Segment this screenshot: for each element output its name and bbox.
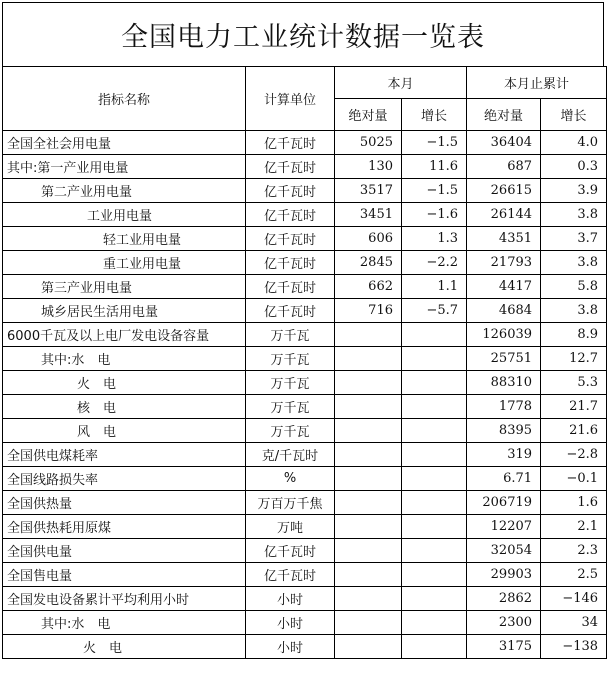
indicator-name-cell: 全国供电量 (3, 539, 246, 563)
month-absolute-cell (335, 371, 402, 395)
unit-cell: 亿千瓦时 (246, 299, 335, 323)
month-absolute-cell (335, 539, 402, 563)
table-row (3, 587, 607, 611)
table-row (3, 539, 607, 563)
unit-cell: 亿千瓦时 (246, 563, 335, 587)
cumulative-growth-cell: 3.8 (541, 299, 607, 323)
cumulative-growth-cell: 0.3 (541, 155, 607, 179)
month-header: 本月 (335, 67, 467, 99)
cumulative-absolute-cell: 687 (467, 155, 541, 179)
table-row (3, 395, 607, 419)
unit-cell: % (246, 467, 335, 491)
month-absolute-cell (335, 467, 402, 491)
cumulative-growth-cell: 3.8 (541, 251, 607, 275)
month-absolute-cell (335, 491, 402, 515)
month-absolute-cell: 5025 (335, 131, 402, 155)
indicator-name-cell: 全国全社会用电量 (3, 131, 246, 155)
table-row (3, 323, 607, 347)
cumulative-absolute-cell: 2300 (467, 611, 541, 635)
month-absolute-cell (335, 419, 402, 443)
month-absolute-cell: 130 (335, 155, 402, 179)
month-growth-cell (402, 347, 467, 371)
cumulative-absolute-cell: 25751 (467, 347, 541, 371)
unit-cell: 万千瓦 (246, 371, 335, 395)
month-absolute-header: 绝对量 (335, 99, 402, 131)
month-absolute-cell (335, 323, 402, 347)
cumulative-absolute-cell: 26144 (467, 203, 541, 227)
table-title: 全国电力工业统计数据一览表 (2, 2, 604, 66)
indicator-name-cell: 城乡居民生活用电量 (3, 299, 246, 323)
month-absolute-cell (335, 611, 402, 635)
indicator-name-cell: 工业用电量 (3, 203, 246, 227)
indicator-name-cell: 6000千瓦及以上电厂发电设备容量 (3, 323, 246, 347)
month-growth-cell: −2.2 (402, 251, 467, 275)
month-growth-cell (402, 371, 467, 395)
cumulative-header: 本月止累计 (467, 67, 607, 99)
cumulative-absolute-cell: 8395 (467, 419, 541, 443)
unit-cell: 亿千瓦时 (246, 251, 335, 275)
cumulative-absolute-cell: 12207 (467, 515, 541, 539)
cumulative-growth-cell: 2.5 (541, 563, 607, 587)
table-row (3, 275, 607, 299)
month-growth-cell (402, 635, 467, 659)
month-growth-cell (402, 515, 467, 539)
cumulative-growth-cell: 2.1 (541, 515, 607, 539)
cumulative-absolute-cell: 2862 (467, 587, 541, 611)
table-row (3, 203, 607, 227)
table-row (3, 443, 607, 467)
unit-cell: 小时 (246, 587, 335, 611)
table-row (3, 155, 607, 179)
unit-cell: 亿千瓦时 (246, 179, 335, 203)
indicator-name-cell: 重工业用电量 (3, 251, 246, 275)
month-growth-cell (402, 539, 467, 563)
unit-cell: 万千瓦 (246, 419, 335, 443)
month-growth-cell (402, 443, 467, 467)
indicator-name-cell: 其中:水 电 (3, 611, 246, 635)
table-row (3, 251, 607, 275)
month-growth-cell (402, 467, 467, 491)
cumulative-growth-cell: 3.9 (541, 179, 607, 203)
indicator-name-cell: 其中:第一产业用电量 (3, 155, 246, 179)
table-row (3, 635, 607, 659)
table-row (3, 131, 607, 155)
cumulative-growth-cell: −146 (541, 587, 607, 611)
cumulative-absolute-cell: 29903 (467, 563, 541, 587)
cumulative-growth-cell: 4.0 (541, 131, 607, 155)
month-absolute-cell: 2845 (335, 251, 402, 275)
indicator-name-cell: 火 电 (3, 635, 246, 659)
indicator-name-cell: 核 电 (3, 395, 246, 419)
cumulative-growth-cell: 1.6 (541, 491, 607, 515)
table-row (3, 299, 607, 323)
indicator-name-cell: 轻工业用电量 (3, 227, 246, 251)
indicator-name-cell: 第三产业用电量 (3, 275, 246, 299)
indicator-name-cell: 其中:水 电 (3, 347, 246, 371)
month-absolute-cell (335, 395, 402, 419)
header-row-top (3, 67, 607, 99)
month-growth-cell (402, 323, 467, 347)
indicator-name-cell: 全国供热耗用原煤 (3, 515, 246, 539)
cumulative-growth-cell: 8.9 (541, 323, 607, 347)
cumulative-growth-cell: −138 (541, 635, 607, 659)
month-growth-cell (402, 563, 467, 587)
month-absolute-cell: 716 (335, 299, 402, 323)
table-row (3, 347, 607, 371)
unit-cell: 亿千瓦时 (246, 155, 335, 179)
month-absolute-cell (335, 515, 402, 539)
month-absolute-cell (335, 563, 402, 587)
cumulative-absolute-cell: 88310 (467, 371, 541, 395)
month-absolute-cell (335, 587, 402, 611)
cumulative-absolute-cell: 21793 (467, 251, 541, 275)
cumulative-absolute-cell: 26615 (467, 179, 541, 203)
table-row (3, 611, 607, 635)
unit-cell: 万百万千焦 (246, 491, 335, 515)
month-growth-cell (402, 395, 467, 419)
cumulative-growth-cell: 5.3 (541, 371, 607, 395)
cumulative-growth-cell: 5.8 (541, 275, 607, 299)
table-row (3, 491, 607, 515)
unit-cell: 小时 (246, 611, 335, 635)
month-growth-cell: 1.3 (402, 227, 467, 251)
cumulative-absolute-cell: 4417 (467, 275, 541, 299)
month-growth-cell (402, 587, 467, 611)
indicator-header: 指标名称 (3, 67, 246, 131)
indicator-name-cell: 第二产业用电量 (3, 179, 246, 203)
table-row (3, 563, 607, 587)
month-absolute-cell: 3517 (335, 179, 402, 203)
cumulative-absolute-cell: 3175 (467, 635, 541, 659)
unit-header: 计算单位 (246, 67, 335, 131)
cumulative-absolute-cell: 4351 (467, 227, 541, 251)
indicator-name-cell: 全国线路损失率 (3, 467, 246, 491)
unit-cell: 小时 (246, 635, 335, 659)
indicator-name-cell: 全国供电煤耗率 (3, 443, 246, 467)
cumulative-growth-cell: −0.1 (541, 467, 607, 491)
month-growth-header: 增长 (402, 99, 467, 131)
unit-cell: 亿千瓦时 (246, 227, 335, 251)
cumulative-growth-cell: 21.6 (541, 419, 607, 443)
month-growth-cell (402, 611, 467, 635)
month-growth-cell (402, 491, 467, 515)
cumulative-growth-cell: 34 (541, 611, 607, 635)
unit-cell: 克/千瓦时 (246, 443, 335, 467)
indicator-name-cell: 全国供热量 (3, 491, 246, 515)
indicator-name-cell: 火 电 (3, 371, 246, 395)
cumulative-absolute-cell: 206719 (467, 491, 541, 515)
table-row (3, 419, 607, 443)
month-growth-cell: −1.6 (402, 203, 467, 227)
table-row (3, 227, 607, 251)
cumulative-growth-cell: 3.7 (541, 227, 607, 251)
unit-cell: 亿千瓦时 (246, 203, 335, 227)
cumulative-absolute-cell: 6.71 (467, 467, 541, 491)
table-row (3, 515, 607, 539)
month-absolute-cell (335, 347, 402, 371)
unit-cell: 万千瓦 (246, 347, 335, 371)
cumulative-absolute-header: 绝对量 (467, 99, 541, 131)
cumulative-absolute-cell: 32054 (467, 539, 541, 563)
cumulative-absolute-cell: 319 (467, 443, 541, 467)
indicator-name-cell: 全国发电设备累计平均利用小时 (3, 587, 246, 611)
month-absolute-cell (335, 443, 402, 467)
cumulative-growth-cell: 3.8 (541, 203, 607, 227)
month-growth-cell: 1.1 (402, 275, 467, 299)
month-absolute-cell (335, 635, 402, 659)
month-growth-cell: −5.7 (402, 299, 467, 323)
month-absolute-cell: 606 (335, 227, 402, 251)
month-absolute-cell: 662 (335, 275, 402, 299)
month-growth-cell: −1.5 (402, 179, 467, 203)
table-row (3, 467, 607, 491)
unit-cell: 万吨 (246, 515, 335, 539)
cumulative-absolute-cell: 1778 (467, 395, 541, 419)
unit-cell: 万千瓦 (246, 323, 335, 347)
cumulative-growth-header: 增长 (541, 99, 607, 131)
month-growth-cell (402, 419, 467, 443)
cumulative-growth-cell: −2.8 (541, 443, 607, 467)
cumulative-growth-cell: 21.7 (541, 395, 607, 419)
cumulative-absolute-cell: 4684 (467, 299, 541, 323)
month-growth-cell: −1.5 (402, 131, 467, 155)
statistics-table (2, 66, 607, 659)
unit-cell: 亿千瓦时 (246, 275, 335, 299)
table-row (3, 371, 607, 395)
cumulative-growth-cell: 12.7 (541, 347, 607, 371)
month-absolute-cell: 3451 (335, 203, 402, 227)
indicator-name-cell: 风 电 (3, 419, 246, 443)
cumulative-absolute-cell: 36404 (467, 131, 541, 155)
unit-cell: 亿千瓦时 (246, 539, 335, 563)
table-row (3, 179, 607, 203)
cumulative-absolute-cell: 126039 (467, 323, 541, 347)
cumulative-growth-cell: 2.3 (541, 539, 607, 563)
unit-cell: 亿千瓦时 (246, 131, 335, 155)
unit-cell: 万千瓦 (246, 395, 335, 419)
table-body (3, 131, 607, 659)
indicator-name-cell: 全国售电量 (3, 563, 246, 587)
month-growth-cell: 11.6 (402, 155, 467, 179)
